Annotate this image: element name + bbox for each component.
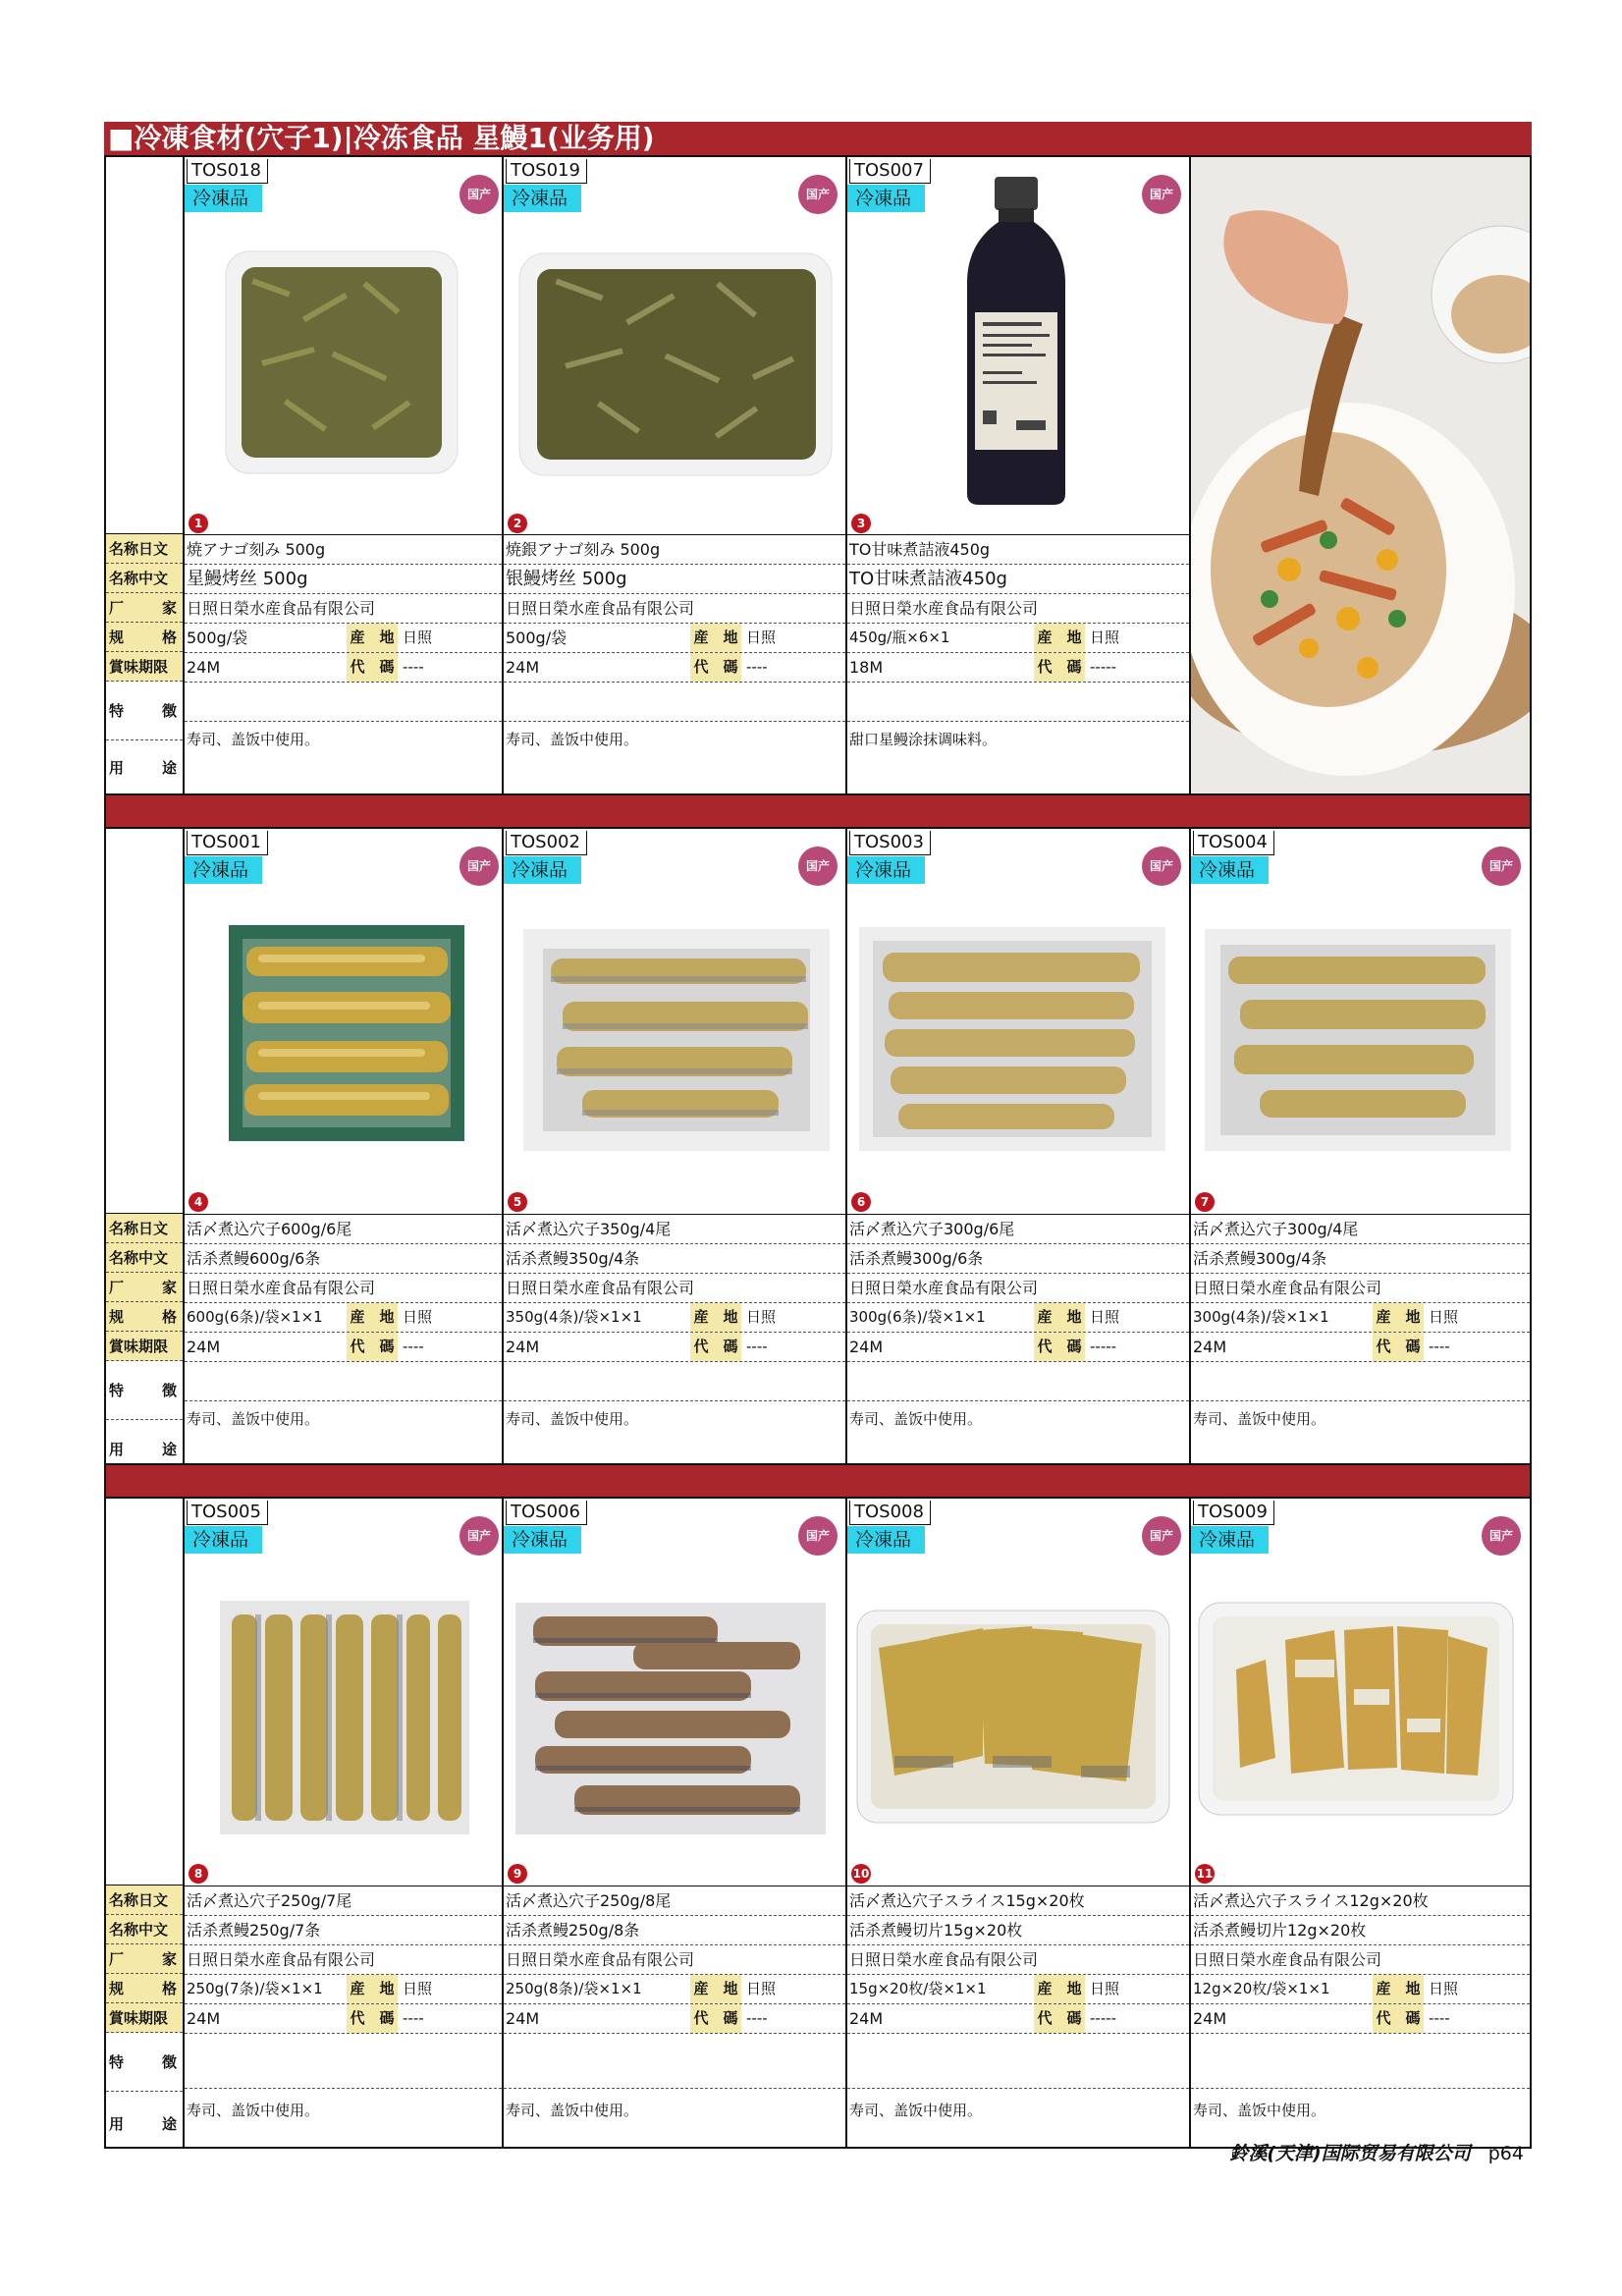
code-label: 代 碼 xyxy=(690,2004,741,2033)
maker: 日照日榮水産食品有限公司 xyxy=(185,1274,502,1303)
label-name-cn: 名称中文 xyxy=(106,564,183,593)
item-number: 7 xyxy=(1195,1192,1215,1212)
domestic-badge: 国产 xyxy=(798,175,838,214)
origin-label: 産 地 xyxy=(1034,624,1085,652)
code-label: 代 碼 xyxy=(347,2004,398,2033)
product-code: TOS004 xyxy=(1193,831,1274,855)
shelf-row xyxy=(185,1333,502,1362)
feature xyxy=(847,683,1189,722)
product-card[interactable] xyxy=(847,829,1191,1463)
page-number: p64 xyxy=(1487,2143,1524,2164)
item-number: 4 xyxy=(189,1192,208,1212)
product-code-value: ---- xyxy=(1429,2009,1450,2027)
product-details xyxy=(185,1214,502,1456)
spec: 450g/瓶×6×1 xyxy=(849,629,950,646)
code-label: 代 碼 xyxy=(1034,653,1085,682)
product-code: TOS007 xyxy=(849,159,931,184)
name-jp: 活〆煮込穴子600g/6尾 xyxy=(185,1215,502,1244)
product-code-value: ---- xyxy=(403,658,424,676)
usage: 寿司、盖饭中使用。 xyxy=(506,1410,639,1428)
name-jp: 焼アナゴ刻み 500g xyxy=(185,535,502,565)
label-name-jp: 名称日文 xyxy=(106,534,183,564)
category-tag: 冷凍品 xyxy=(185,856,262,884)
origin-label: 産 地 xyxy=(1034,1303,1085,1332)
item-number: 8 xyxy=(189,1864,208,1884)
spec: 350g(4条)/袋×1×1 xyxy=(506,1308,642,1326)
name-jp: 活〆煮込穴子300g/6尾 xyxy=(847,1215,1189,1244)
spec-row xyxy=(847,1303,1189,1333)
category-tag: 冷凍品 xyxy=(847,185,925,212)
label-shelf-life: 賞味期限 xyxy=(106,2003,183,2033)
shelf-row xyxy=(847,2004,1189,2034)
code-label: 代 碼 xyxy=(347,1333,398,1361)
shelf-life: 24M xyxy=(849,2009,884,2028)
domestic-badge: 国产 xyxy=(1482,1516,1521,1556)
spec-row xyxy=(1191,1303,1530,1333)
name-cn: 银鰻烤丝 500g xyxy=(504,565,845,594)
code-label: 代 碼 xyxy=(1034,2004,1085,2033)
label-maker: 厂 家 xyxy=(106,1273,183,1302)
shelf-life: 18M xyxy=(849,658,884,677)
item-number: 6 xyxy=(851,1192,871,1212)
product-code: TOS005 xyxy=(187,1501,268,1525)
product-photo xyxy=(855,1609,1171,1825)
name-cn: 活杀煮鳗350g/4条 xyxy=(504,1244,845,1274)
product-code-value: ---- xyxy=(746,658,768,676)
label-spec: 规 格 xyxy=(106,1302,183,1332)
domestic-badge: 国产 xyxy=(1142,1516,1181,1556)
category-tag: 冷凍品 xyxy=(504,1526,581,1554)
label-usage: 用 途 xyxy=(109,759,177,777)
field-labels xyxy=(106,157,185,793)
label-maker: 厂 家 xyxy=(106,1944,183,1974)
product-photo xyxy=(859,927,1165,1151)
maker: 日照日榮水産食品有限公司 xyxy=(847,594,1189,624)
name-cn: 活杀煮鳗600g/6条 xyxy=(185,1244,502,1274)
usage: 寿司、盖饭中使用。 xyxy=(187,1410,320,1428)
domestic-badge: 国产 xyxy=(1482,847,1521,886)
feature xyxy=(504,2034,845,2089)
product-code-value: ---- xyxy=(403,1338,424,1355)
product-code: TOS009 xyxy=(1193,1501,1274,1525)
domestic-badge: 国产 xyxy=(460,1516,499,1556)
maker: 日照日榮水産食品有限公司 xyxy=(847,1945,1189,1975)
product-code: TOS003 xyxy=(849,831,931,855)
label-name-cn: 名称中文 xyxy=(106,1243,183,1273)
product-details xyxy=(1191,1214,1530,1456)
product-card[interactable] xyxy=(185,1499,504,2147)
item-number: 10 xyxy=(851,1864,871,1884)
origin: 日照 xyxy=(1090,1308,1120,1326)
shelf-row xyxy=(847,1333,1189,1362)
product-details xyxy=(185,1886,502,2144)
spec: 600g(6条)/袋×1×1 xyxy=(187,1308,323,1326)
shelf-row xyxy=(504,653,845,683)
footer xyxy=(1229,2139,1524,2165)
spec: 300g(4条)/袋×1×1 xyxy=(1193,1308,1329,1326)
product-code-value: ----- xyxy=(1090,2009,1117,2027)
product-code-value: ---- xyxy=(1429,1338,1450,1355)
origin-label: 産 地 xyxy=(347,624,398,652)
shelf-row xyxy=(504,1333,845,1362)
category-tag: 冷凍品 xyxy=(1191,856,1269,884)
name-cn: 活杀煮鳗300g/4条 xyxy=(1191,1244,1530,1274)
origin: 日照 xyxy=(1429,1980,1459,1997)
spec-row xyxy=(504,1975,845,2004)
page-title: ■冷凍食材(穴子1)|冷冻食品 星鰻1(业务用) xyxy=(104,122,1532,155)
shelf-life: 24M xyxy=(506,2009,540,2028)
spec: 500g/袋 xyxy=(187,629,248,647)
product-code-value: ---- xyxy=(403,2009,424,2027)
spec-row xyxy=(185,624,502,653)
shelf-row xyxy=(1191,1333,1530,1362)
name-cn: 活杀煮鳗切片12g×20枚 xyxy=(1191,1916,1530,1945)
spec: 500g/袋 xyxy=(506,629,568,647)
product-details xyxy=(847,1214,1189,1456)
product-code: TOS008 xyxy=(849,1501,931,1525)
category-tag: 冷凍品 xyxy=(847,856,925,884)
feature xyxy=(1191,1362,1530,1401)
origin-label: 産 地 xyxy=(347,1975,398,2003)
usage: 甜口星鳗涂抹调味料。 xyxy=(849,731,998,748)
product-code-value: ---- xyxy=(746,1338,768,1355)
maker: 日照日榮水産食品有限公司 xyxy=(1191,1945,1530,1975)
maker: 日照日榮水産食品有限公司 xyxy=(504,594,845,624)
maker: 日照日榮水産食品有限公司 xyxy=(1191,1274,1530,1303)
usage: 寿司、盖饭中使用。 xyxy=(1193,2102,1326,2119)
product-card[interactable] xyxy=(185,157,504,793)
origin: 日照 xyxy=(1429,1308,1459,1326)
spec-row xyxy=(847,624,1189,653)
name-jp: 焼銀アナゴ刻み 500g xyxy=(504,535,845,565)
product-details xyxy=(1191,1886,1530,2144)
name-cn: 活杀煮鳗250g/7条 xyxy=(185,1916,502,1945)
origin-label: 産 地 xyxy=(1373,1975,1424,2003)
section-divider xyxy=(104,1465,1532,1497)
origin: 日照 xyxy=(746,1980,777,1997)
domestic-badge: 国产 xyxy=(1142,847,1181,886)
product-card[interactable] xyxy=(504,157,847,793)
feature xyxy=(847,1362,1189,1401)
feature xyxy=(847,2034,1189,2089)
product-code: TOS001 xyxy=(187,831,268,855)
label-feature: 特 徴 xyxy=(106,682,183,740)
code-label: 代 碼 xyxy=(1373,1333,1424,1361)
shelf-life: 24M xyxy=(187,1338,221,1356)
spec: 250g(8条)/袋×1×1 xyxy=(506,1980,642,1997)
product-card[interactable] xyxy=(504,829,847,1463)
shelf-life: 24M xyxy=(187,2009,221,2028)
maker: 日照日榮水産食品有限公司 xyxy=(185,1945,502,1975)
product-code: TOS002 xyxy=(506,831,587,855)
shelf-life: 24M xyxy=(1193,1338,1227,1356)
field-labels xyxy=(106,829,185,1463)
product-photo xyxy=(515,247,838,483)
product-card[interactable] xyxy=(185,829,504,1463)
field-labels xyxy=(106,1499,185,2147)
usage: 寿司、盖饭中使用。 xyxy=(849,2102,983,2119)
product-card[interactable] xyxy=(1191,829,1530,1463)
name-jp: TO甘味煮詰液450g xyxy=(847,535,1189,565)
product-code: TOS019 xyxy=(506,159,587,184)
spec-row xyxy=(504,624,845,653)
product-card[interactable] xyxy=(847,1499,1191,2147)
product-details xyxy=(847,1886,1189,2144)
label-name-cn: 名称中文 xyxy=(106,1915,183,1944)
origin-label: 産 地 xyxy=(690,1303,741,1332)
origin-label: 産 地 xyxy=(690,1975,741,2003)
product-section-1 xyxy=(104,155,1532,795)
serving-photo xyxy=(1191,157,1530,793)
label-usage: 用 途 xyxy=(109,2115,177,2133)
origin: 日照 xyxy=(403,1308,433,1326)
product-code-value: ---- xyxy=(746,2009,768,2027)
label-shelf-life: 賞味期限 xyxy=(106,652,183,682)
product-details xyxy=(504,534,845,777)
shelf-row xyxy=(1191,2004,1530,2034)
shelf-life: 24M xyxy=(506,1338,540,1356)
product-code-value: ----- xyxy=(1090,1338,1117,1355)
domestic-badge: 国产 xyxy=(798,847,838,886)
name-jp: 活〆煮込穴子300g/4尾 xyxy=(1191,1215,1530,1244)
product-code: TOS006 xyxy=(506,1501,587,1525)
product-code: TOS018 xyxy=(187,159,268,184)
name-jp: 活〆煮込穴子350g/4尾 xyxy=(504,1215,845,1244)
usage: 寿司、盖饭中使用。 xyxy=(1193,1410,1326,1428)
label-spec: 规 格 xyxy=(106,1974,183,2003)
origin-label: 産 地 xyxy=(1373,1303,1424,1332)
item-number: 5 xyxy=(508,1192,527,1212)
domestic-badge: 国产 xyxy=(1142,175,1181,214)
code-label: 代 碼 xyxy=(690,653,741,682)
domestic-badge: 国产 xyxy=(460,175,499,214)
label-feature: 特 徴 xyxy=(106,2033,183,2092)
domestic-badge: 国产 xyxy=(798,1516,838,1556)
origin-label: 産 地 xyxy=(347,1303,398,1332)
origin-label: 産 地 xyxy=(690,624,741,652)
origin: 日照 xyxy=(1090,629,1120,646)
feature xyxy=(185,2034,502,2089)
product-photo xyxy=(957,175,1075,509)
name-cn: 活杀煮鳗250g/8条 xyxy=(504,1916,845,1945)
code-label: 代 碼 xyxy=(1373,2004,1424,2033)
item-number: 9 xyxy=(508,1864,527,1884)
section-divider xyxy=(104,795,1532,827)
product-photo xyxy=(515,1603,826,1834)
name-cn: 活杀煮鳗300g/6条 xyxy=(847,1244,1189,1274)
usage: 寿司、盖饭中使用。 xyxy=(187,2102,320,2119)
product-card[interactable] xyxy=(847,157,1191,793)
product-photo xyxy=(229,925,464,1141)
label-shelf-life: 賞味期限 xyxy=(106,1332,183,1361)
item-number: 11 xyxy=(1195,1864,1215,1884)
maker: 日照日榮水産食品有限公司 xyxy=(847,1274,1189,1303)
product-details xyxy=(185,534,502,777)
origin: 日照 xyxy=(1090,1980,1120,1997)
product-photo xyxy=(523,929,830,1151)
shelf-life: 24M xyxy=(187,658,221,677)
feature xyxy=(185,1362,502,1401)
item-number: 2 xyxy=(508,514,527,533)
name-cn: TO甘味煮詰液450g xyxy=(847,565,1189,594)
feature xyxy=(185,683,502,722)
maker: 日照日榮水産食品有限公司 xyxy=(185,594,502,624)
spec: 250g(7条)/袋×1×1 xyxy=(187,1980,323,1997)
spec-row xyxy=(185,1975,502,2004)
product-card[interactable] xyxy=(504,1499,847,2147)
shelf-life: 24M xyxy=(506,658,540,677)
maker: 日照日榮水産食品有限公司 xyxy=(504,1945,845,1975)
category-tag: 冷凍品 xyxy=(185,185,262,212)
company-name: 鈴溪(天津)国际贸易有限公司 xyxy=(1229,2143,1471,2164)
spec: 12g×20枚/袋×1×1 xyxy=(1193,1980,1330,1997)
category-tag: 冷凍品 xyxy=(1191,1526,1269,1554)
label-maker: 厂 家 xyxy=(106,593,183,623)
spec-row xyxy=(1191,1975,1530,2004)
category-tag: 冷凍品 xyxy=(847,1526,925,1554)
name-cn: 星鰻烤丝 500g xyxy=(185,565,502,594)
label-usage: 用 途 xyxy=(109,1441,177,1458)
feature xyxy=(1191,2034,1530,2089)
feature xyxy=(504,683,845,722)
product-photo xyxy=(220,1601,469,1834)
origin: 日照 xyxy=(746,1308,777,1326)
code-label: 代 碼 xyxy=(1034,1333,1085,1361)
usage: 寿司、盖饭中使用。 xyxy=(187,731,320,748)
shelf-life: 24M xyxy=(849,1338,884,1356)
domestic-badge: 国产 xyxy=(460,847,499,886)
label-spec: 规 格 xyxy=(106,623,183,652)
product-photo xyxy=(1197,1601,1515,1817)
origin: 日照 xyxy=(403,1980,433,1997)
shelf-row xyxy=(847,653,1189,683)
origin: 日照 xyxy=(403,629,433,646)
code-label: 代 碼 xyxy=(690,1333,741,1361)
feature xyxy=(504,1362,845,1401)
product-photo xyxy=(1205,929,1511,1151)
product-card[interactable] xyxy=(1191,1499,1530,2147)
origin: 日照 xyxy=(746,629,777,646)
product-details xyxy=(504,1214,845,1456)
name-jp: 活〆煮込穴子スライス15g×20枚 xyxy=(847,1886,1189,1916)
category-tag: 冷凍品 xyxy=(504,856,581,884)
label-feature: 特 徴 xyxy=(106,1361,183,1420)
maker: 日照日榮水産食品有限公司 xyxy=(504,1274,845,1303)
product-section-3 xyxy=(104,1497,1532,2149)
usage: 寿司、盖饭中使用。 xyxy=(506,2102,639,2119)
product-details xyxy=(847,534,1189,777)
product-photo xyxy=(222,246,462,481)
category-tag: 冷凍品 xyxy=(185,1526,262,1554)
shelf-row xyxy=(185,653,502,683)
product-code-value: ----- xyxy=(1090,658,1117,676)
name-jp: 活〆煮込穴子250g/7尾 xyxy=(185,1886,502,1916)
origin-label: 産 地 xyxy=(1034,1975,1085,2003)
spec: 15g×20枚/袋×1×1 xyxy=(849,1980,987,1997)
label-name-jp: 名称日文 xyxy=(106,1886,183,1915)
name-cn: 活杀煮鳗切片15g×20枚 xyxy=(847,1916,1189,1945)
shelf-row xyxy=(185,2004,502,2034)
shelf-row xyxy=(504,2004,845,2034)
spec: 300g(6条)/袋×1×1 xyxy=(849,1308,986,1326)
code-label: 代 碼 xyxy=(347,653,398,682)
name-jp: 活〆煮込穴子スライス12g×20枚 xyxy=(1191,1886,1530,1916)
spec-row xyxy=(504,1303,845,1333)
item-number: 3 xyxy=(851,514,871,533)
spec-row xyxy=(185,1303,502,1333)
product-details xyxy=(504,1886,845,2144)
item-number: 1 xyxy=(189,514,208,533)
name-jp: 活〆煮込穴子250g/8尾 xyxy=(504,1886,845,1916)
shelf-life: 24M xyxy=(1193,2009,1227,2028)
category-tag: 冷凍品 xyxy=(504,185,581,212)
usage: 寿司、盖饭中使用。 xyxy=(849,1410,983,1428)
product-section-2 xyxy=(104,827,1532,1465)
usage: 寿司、盖饭中使用。 xyxy=(506,731,639,748)
label-name-jp: 名称日文 xyxy=(106,1214,183,1243)
spec-row xyxy=(847,1975,1189,2004)
